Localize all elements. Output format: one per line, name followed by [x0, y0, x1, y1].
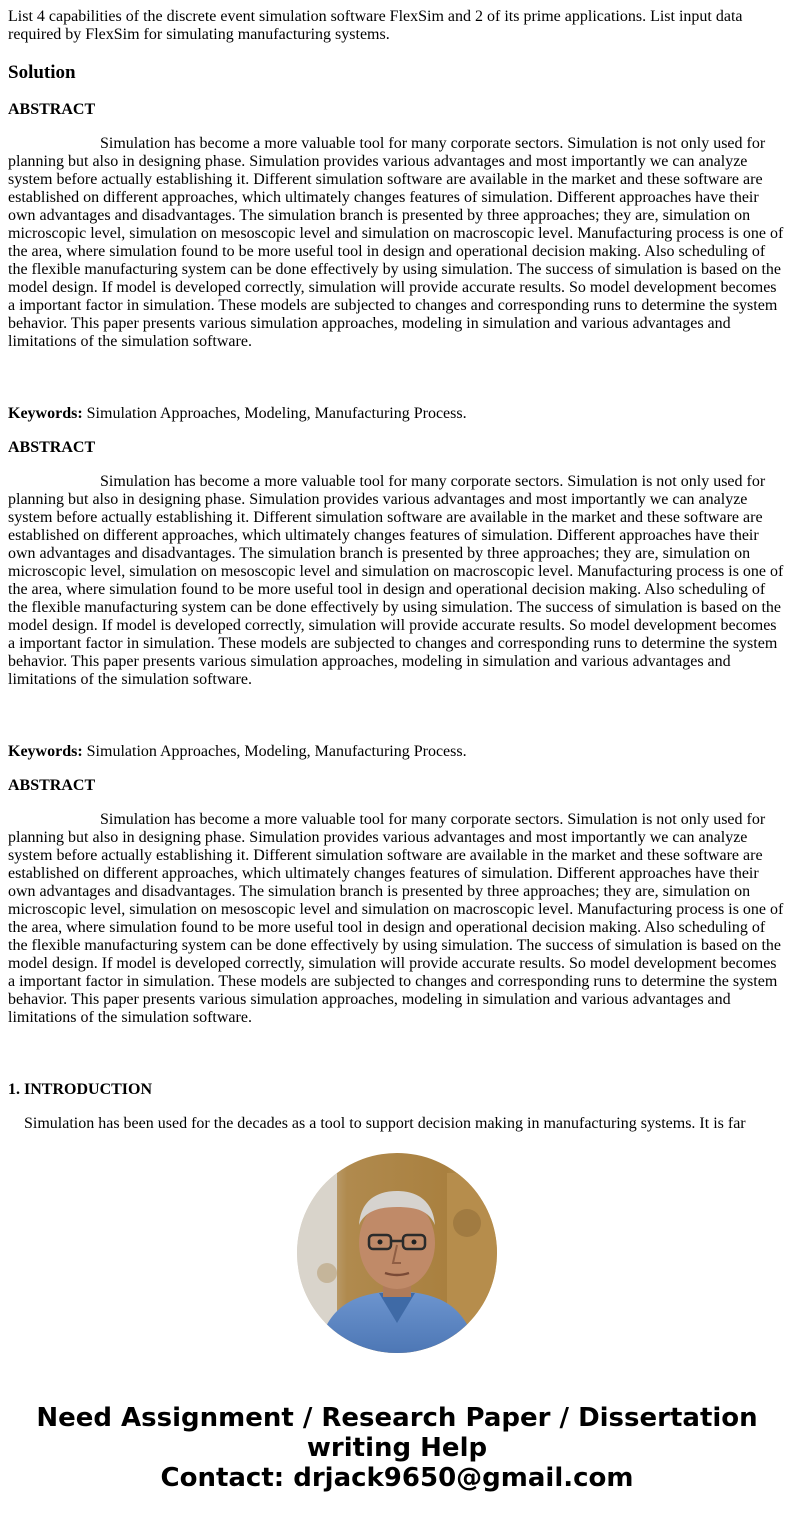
keywords-line	[8, 405, 786, 423]
abstract-heading: ABSTRACT	[8, 439, 96, 456]
keywords-text: Simulation Approaches, Modeling, Manufacturing Process.	[82, 405, 467, 422]
abstract-section-3	[8, 777, 786, 1081]
abstract-body: Simulation has become a more valuable tool for many corporate sectors. Simulation is not only used for planning but also in designing phase. Simulation provides various advantages and most importantly we can analyze system before actually establishing it. Different simulation software are available in the market and these software are established on different approaches, which ultimately changes features of simulation. Different approaches have their own advantages and disadvantages. The simulation branch is presented by three approaches; they are, simulation on microscopic level, simulation on mesoscopic level and simulation on macroscopic level. Manufacturing process is one of the area, where simulation found to be more useful tool in design and operational decision making. Also scheduling of the flexible manufacturing system can be done effectively by using simulation. The success of simulation is based on the model design. If model is developed correctly, simulation will provide accurate results. So model development becomes a important factor in simulation. These models are subjected to changes and corresponding runs to determine the system behavior. This paper presents various simulation approaches, modeling in simulation and various advantages and limitations of the simulation software.	[8, 135, 784, 350]
keywords-line	[8, 743, 786, 761]
solution-heading: Solution	[8, 62, 76, 83]
abstract-body: Simulation has become a more valuable tool for many corporate sectors. Simulation is not only used for planning but also in designing phase. Simulation provides various advantages and most importantly we can analyze system before actually establishing it. Different simulation software are available in the market and these software are established on different approaches, which ultimately changes features of simulation. Different approaches have their own advantages and disadvantages. The simulation branch is presented by three approaches; they are, simulation on microscopic level, simulation on mesoscopic level and simulation on macroscopic level. Manufacturing process is one of the area, where simulation found to be more useful tool in design and operational decision making. Also scheduling of the flexible manufacturing system can be done effectively by using simulation. The success of simulation is based on the model design. If model is developed correctly, simulation will provide accurate results. So model development becomes a important factor in simulation. These models are subjected to changes and corresponding runs to determine the system behavior. This paper presents various simulation approaches, modeling in simulation and various advantages and limitations of the simulation software.	[8, 811, 784, 1026]
abstract-section-2	[8, 439, 786, 761]
spacer	[8, 707, 786, 743]
question-text: List 4 capabilities of the discrete event simulation software FlexSim and 2 of its prime applications. List input data required by FlexSim for simulating manufacturing systems.	[8, 8, 743, 43]
author-photo-avatar	[297, 1153, 497, 1353]
spacer	[8, 1045, 786, 1081]
keywords-label: Keywords:	[8, 405, 83, 422]
spacer	[8, 369, 786, 405]
abstract-body: Simulation has become a more valuable tool for many corporate sectors. Simulation is not only used for planning but also in designing phase. Simulation provides various advantages and most importantly we can analyze system before actually establishing it. Different simulation software are available in the market and these software are established on different approaches, which ultimately changes features of simulation. Different approaches have their own advantages and disadvantages. The simulation branch is presented by three approaches; they are, simulation on microscopic level, simulation on mesoscopic level and simulation on macroscopic level. Manufacturing process is one of the area, where simulation found to be more useful tool in design and operational decision making. Also scheduling of the flexible manufacturing system can be done effectively by using simulation. The success of simulation is based on the model design. If model is developed correctly, simulation will provide accurate results. So model development becomes a important factor in simulation. These models are subjected to changes and corresponding runs to determine the system behavior. This paper presents various simulation approaches, modeling in simulation and various advantages and limitations of the simulation software.	[8, 473, 784, 688]
footer-banner	[0, 1403, 794, 1493]
footer-help-text: Need Assignment / Research Paper / Dissertation writing Help	[36, 1403, 758, 1463]
keywords-text: Simulation Approaches, Modeling, Manufacturing Process.	[82, 743, 467, 760]
keywords-label: Keywords:	[8, 743, 83, 760]
abstract-section-1	[8, 101, 786, 423]
document-content	[8, 8, 786, 1133]
abstract-heading: ABSTRACT	[8, 777, 96, 794]
abstract-heading: ABSTRACT	[8, 101, 96, 118]
author-photo-icon	[297, 1153, 497, 1353]
footer-contact-text: Contact: drjack9650@gmail.com	[160, 1463, 634, 1493]
introduction-heading: 1. INTRODUCTION	[8, 1081, 153, 1098]
introduction-body: Simulation has been used for the decades as a tool to support decision making in manufacturing systems. It is far	[24, 1115, 746, 1132]
